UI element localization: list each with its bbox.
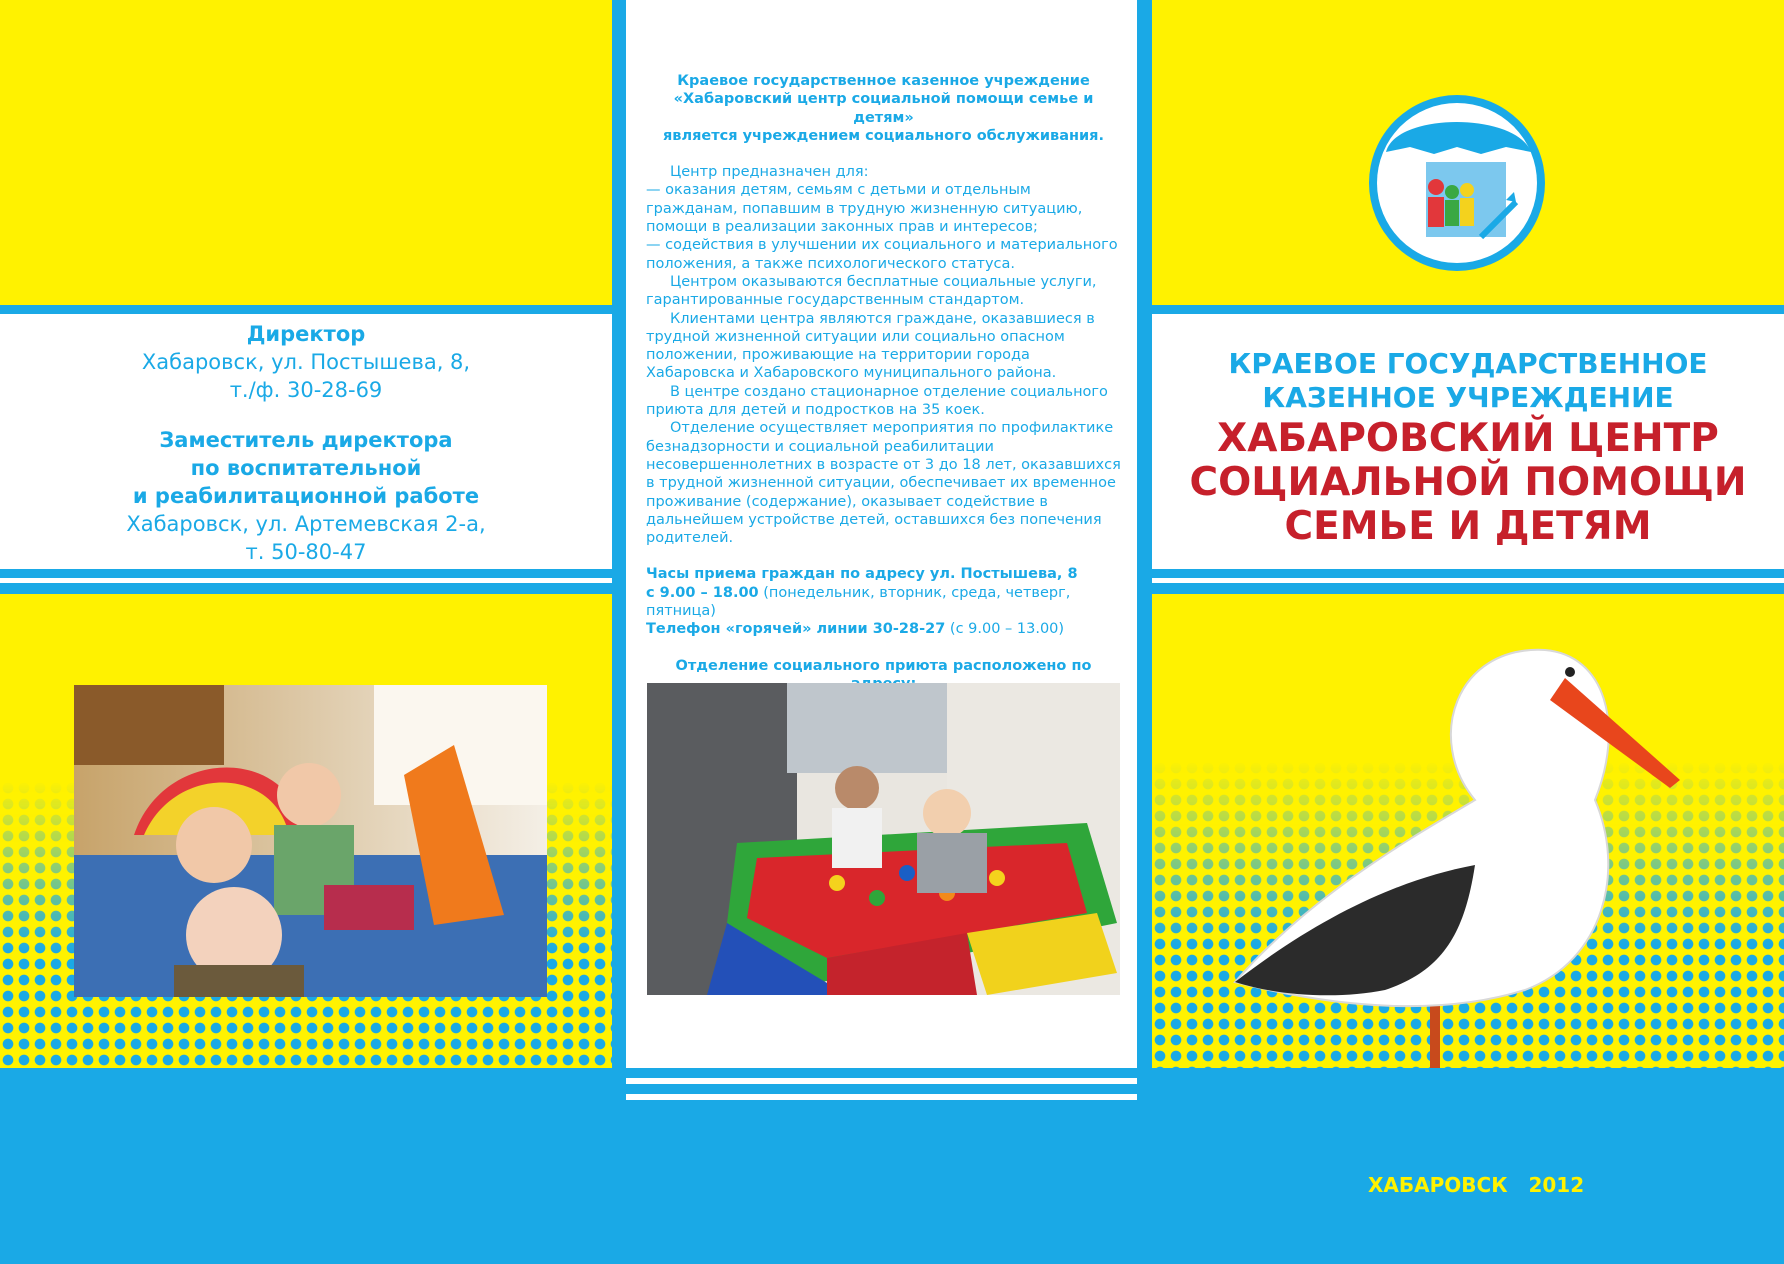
left-stripe-3 [0,583,612,594]
left-stripe-2 [0,569,612,578]
hours-time: с 9.00 – 18.00 [646,584,759,601]
middle-text-block [646,72,1121,748]
children-playroom-photo [74,685,547,997]
center-name-2: СОЦИАЛЬНОЙ ПОМОЩИ [1189,460,1747,505]
clients-paragraph: Клиентами центра являются граждане, оказавшиеся в трудной жизненной ситуации или социально опасном положении, проживающие на территории города Хабаровска и Хабаровского муниципального района. [646,310,1095,382]
shelter-address-1: Отделение социального приюта расположено по [675,657,1092,674]
middle-stripe-1 [626,1068,1137,1078]
middle-header-2: «Хабаровский центр социальной помощи семье и детям» [673,91,1094,126]
left-stripe-1 [0,305,612,314]
purpose-item-1: — оказания детям, семьям с детьми и отдельным гражданам, попавшим в трудную жизненную ситуацию, помощи в реализации законных прав и интересов; [646,182,1083,236]
deputy-title-1: Заместитель директора [159,428,453,452]
right-stripe-2 [1152,569,1784,578]
right-stripe-1 [1152,305,1784,314]
hours-days: (понедельник, вторник, среда, четверг, пятница) [646,584,1071,620]
left-bottom-strip [0,1068,612,1100]
org-line-1: КРАЕВОЕ ГОСУДАРСТВЕННОЕ [1228,347,1708,380]
director-address: Хабаровск, ул. Постышева, 8, [141,350,471,374]
hotline-label: Телефон «горячей» линии 30-28-27 [646,621,946,638]
middle-header-1: Краевое государственное казенное учреждение [677,73,1090,89]
deputy-address: Хабаровск, ул. Артемевская 2-а, [126,512,486,536]
fold-strip-left [612,0,626,1264]
stork-figure [1225,630,1695,1090]
deputy-phone: т. 50-80-47 [245,540,367,564]
purpose-item-2: — содействия в улучшении их социального и материального положения, а также психологического статуса. [646,237,1118,272]
city-year: ХАБАРОВСК 2012 [1368,1173,1585,1197]
ball-pit-photo [647,683,1120,995]
hours-label: Часы приема граждан по адресу ул. Постышева, 8 [646,566,1078,583]
right-bottom-strip [1152,1068,1784,1100]
right-stripe-3 [1152,583,1784,594]
director-phone: т./ф. 30-28-69 [229,378,383,402]
middle-header-3: является учреждением социального обслуживания. [662,127,1105,144]
department-paragraph: Отделение осуществляет мероприятия по профилактике безнадзорности и социальной реабилитации несовершеннолетних в возрасте от 3 до 18 лет, оказавшихся в трудной жизненной ситуации, обеспечивает их временное проживание (содержание), оказывает содействие в дальнейшем устройстве детей, оставшихся без попечения родителей. [646,420,1121,547]
fold-strip-right [1137,0,1152,1264]
deputy-title-3: и реабилитационной работе [132,484,480,508]
director-title: Директор [246,322,366,346]
right-title-block [1152,314,1784,569]
services-paragraph: Центром оказываются бесплатные социальные услуги, гарантированные государственным стандартом. [646,273,1097,309]
org-line-2: КАЗЕННОЕ УЧРЕЖДЕНИЕ [1262,381,1674,414]
middle-stripe-2 [626,1084,1137,1094]
shelter-paragraph: В центре создано стационарное отделение социального приюта для детей и подростков на 35 коек. [646,383,1108,419]
left-top-yellow [0,0,612,305]
center-name-1: ХАБАРОВСКИЙ ЦЕНТР [1217,416,1719,461]
umbrella-family-logo [1366,92,1548,274]
left-contact-block [0,314,612,569]
purpose-intro: Центр предназначен для: [670,164,869,181]
deputy-title-2: по воспитательной [190,456,422,480]
hotline-time: (с 9.00 – 13.00) [949,621,1065,638]
center-name-3: СЕМЬЕ И ДЕТЯМ [1284,504,1652,549]
